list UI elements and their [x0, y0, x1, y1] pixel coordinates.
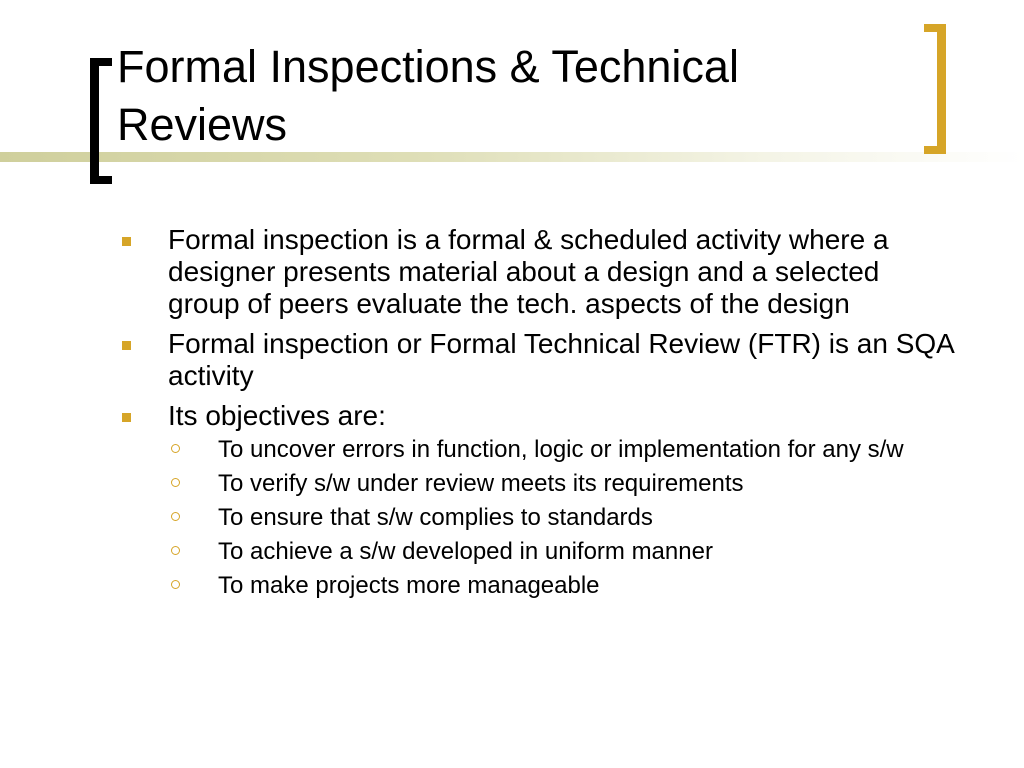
bullet-item	[117, 328, 957, 392]
sub-bullet-text: To uncover errors in function, logic or implementation for any s/w	[218, 436, 904, 463]
bullet-text: Its objectives are:	[168, 400, 386, 431]
sub-bullet-text: To make projects more manageable	[218, 572, 600, 599]
sub-bullet-text: To achieve a s/w developed in uniform manner	[218, 538, 713, 565]
circle-bullet-icon	[171, 580, 180, 589]
sub-bullet-text: To verify s/w under review meets its requirements	[218, 470, 744, 497]
circle-bullet-icon	[171, 546, 180, 555]
sub-bullet-list	[168, 437, 957, 599]
square-bullet-icon	[122, 341, 131, 350]
sub-bullet-text: To ensure that s/w complies to standards	[218, 504, 653, 531]
left-bracket-decoration	[90, 58, 112, 184]
bullet-text: Formal inspection or Formal Technical Review (FTR) is an SQA activity	[168, 328, 954, 391]
sub-bullet-item	[168, 539, 957, 565]
bullet-list	[117, 224, 957, 599]
sub-bullet-item	[168, 505, 957, 531]
square-bullet-icon	[122, 237, 131, 246]
bullet-item	[117, 400, 957, 599]
circle-bullet-icon	[171, 512, 180, 521]
slide-body	[117, 224, 957, 607]
circle-bullet-icon	[171, 444, 180, 453]
circle-bullet-icon	[171, 478, 180, 487]
right-bracket-decoration	[924, 24, 946, 154]
sub-bullet-item	[168, 471, 957, 497]
bullet-text: Formal inspection is a formal & scheduled activity where a designer presents material about a design and a selected group of peers evaluate the tech. aspects of the design	[168, 224, 889, 319]
slide-title: Formal Inspections & Technical Reviews	[117, 41, 739, 150]
square-bullet-icon	[122, 413, 131, 422]
sub-bullet-item	[168, 573, 957, 599]
bullet-item	[117, 224, 957, 320]
sub-bullet-item	[168, 437, 957, 463]
